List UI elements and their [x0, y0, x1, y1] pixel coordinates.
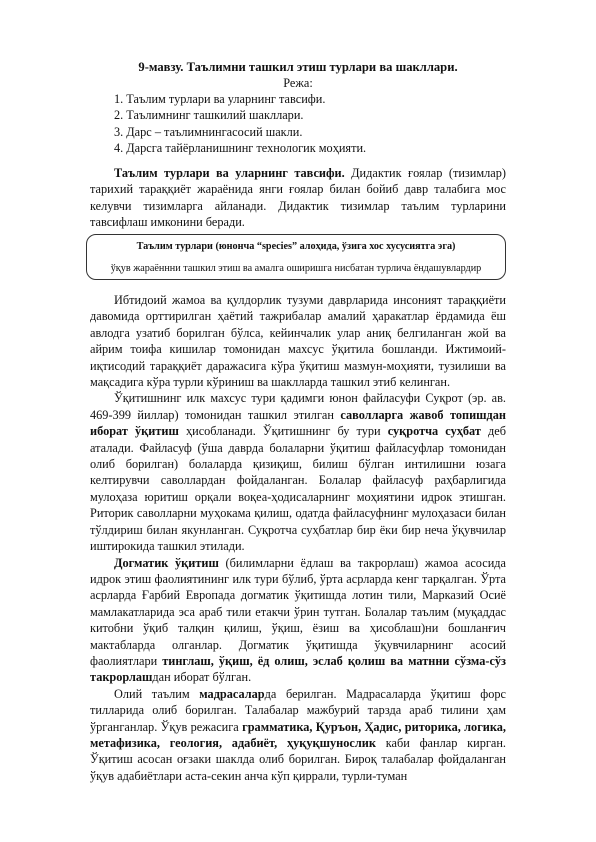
plan-item: 1. Таълим турлари ва уларнинг тавсифи. — [114, 92, 326, 106]
definition-box — [86, 234, 506, 280]
definition-box-text: ўқув жараённни ташкил этиш ва амалга оширишга нисбатан турлича ёндашувлардир — [110, 263, 482, 274]
plan-item: 2. Таълимнинг ташкилий шакллари. — [114, 108, 304, 123]
paragraph-madrasa: Олий таълим мадрасаларда берилган. Мадрасаларда ўқитиш форс тилларида олиб борилган. Талабалар мажбурий тарзда араб тилини ҳам ўрганганлар. Ўқув режасига грамматика, Қуръон, Ҳадис, риторика, логика, метафизика, геология, адабиёт, ҳуқуқшунослик каби фанлар кирган. Ўқитиш асосан оғзаки шаклда олиб борилган. Бироқ талабалар фойдаланган ўқув адабиётлари аста-секин анча кўп қиррали, турли-туман — [90, 686, 506, 783]
term-socratic-teaching: саволларга жавоб топишдан иборат ўқитиш — [90, 407, 506, 439]
body-section — [90, 292, 506, 784]
intro-text: Дидактик ғоялар (тизимлар) тарихий тараққиёт жараёнида янги ғоялар билан бойиб давр талабига мос келувчи тизимларга айланади. Дидактик тизимлар таълим турларини тавсифлаш имконини беради. — [90, 166, 506, 230]
plan-heading: Режа: — [283, 76, 313, 90]
term-socratic-dialogue: суқротча суҳбат — [387, 424, 481, 439]
document-title: 9-мавзу. Таълимни ташкил этиш турлари ва шакллари. — [138, 60, 458, 74]
intro-paragraph — [90, 165, 506, 231]
term-subjects: грамматика, Қуръон, Ҳадис, риторика, логика, метафизика, геология, адабиёт, ҳуқуқшунослик — [90, 719, 506, 750]
paragraph-primitive-society: Ибтидоий жамоа ва қулдорлик тузуми даврларида инсоният тараққиёти давомида орттирилган ҳаётий тажрибалар амалий ҳаракатлар ёрдамида ёш авлодга узатиб борилган бўлса, кейинчалик улар аниқ белгиланган жой ва айрим тоифа кишилар томонидан махсус ўқитила бошланди. Ижтимоий-иқтисодий тараққиёт даражасига кўра ўқитиш мазмун-моҳияти, тузилиши ва мақсадига кўра турли кўриниш ва шаклларда ташкил этиб келинган. — [90, 293, 506, 390]
paragraph-socratic: Ўқитишнинг илк махсус тури қадимги юнон файласуфи Суқрот (эр. ав. 469-399 йиллар) томонидан ташкил этилган саволларга жавоб топишдан иборат ўқитиш ҳисобланади. Ўқитишнинг бу тури суқротча суҳбат деб аталади. Файласуф (ўша даврда болаларни ўқитиш файласуфлар томонидан олиб борилган) болаларда қизиқиш, билиш бўлган интилишни юзага келтирувчи саволлардан фойдаланган. Болалар файласуф раҳбарлигида мулоҳаза юритиш орқали воқеа-ҳодисаларнинг моҳиятини идрок этишган. Риторик саволларни муҳокама қилиш, одатда файласуфнинг мулоҳазаси билан тўлдириш билан якунланган. Суқротча суҳбатлар бир ёки бир неча ўқувчилар иштирокида ташкил этилади. — [90, 391, 506, 554]
definition-box-title: Таълим турлари (юнонча “species” алоҳида, ўзига хос хусусиятга эга) — [136, 241, 456, 252]
term-madrasa: мадрасалар — [199, 686, 265, 701]
paragraph-dogmatic: Догматик ўқитиш (билимларни ёдлаш ва такрорлаш) жамоа асосида идрок этиш фаолиятининг илк тури бўлиб, ўрта асрларда кенг тарқалган. Ўрта асрларда Ғарбий Европада догматик ўқитишда лотин тили, Марказий Осиё мамлакатларида эса араб тили етакчи ўрин тутган. Болалар таълим (муқаддас китобни ўқиб талқин қилиш, ўқиш, ёзиш ва ҳисоблаш)ни бошланғич мактабларда олганлар. Догматик ўқитишда ўқувчиларнинг асосий фаолиятлари тинглаш, ўқиш, ёд олиш, эслаб қолиш ва матнни сўзма-сўз такрорлашдан иборат бўлган. — [90, 555, 507, 685]
plan-item: 4. Дарсга тайёрланишнинг технологик моҳияти. — [114, 141, 367, 156]
intro-section — [90, 165, 506, 231]
term-dogmatic-activities: тинглаш, ўқиш, ёд олиш, эслаб қолиш ва матнни сўзма-сўз такрорлаш — [90, 653, 506, 685]
intro-heading: Таълим турлари ва уларнинг тавсифи. — [114, 166, 345, 180]
term-dogmatic-teaching: Догматик ўқитиш — [114, 555, 219, 570]
plan-list — [114, 91, 366, 157]
plan-item: 3. Дарс – таълимнингасосий шакли. — [114, 124, 303, 139]
